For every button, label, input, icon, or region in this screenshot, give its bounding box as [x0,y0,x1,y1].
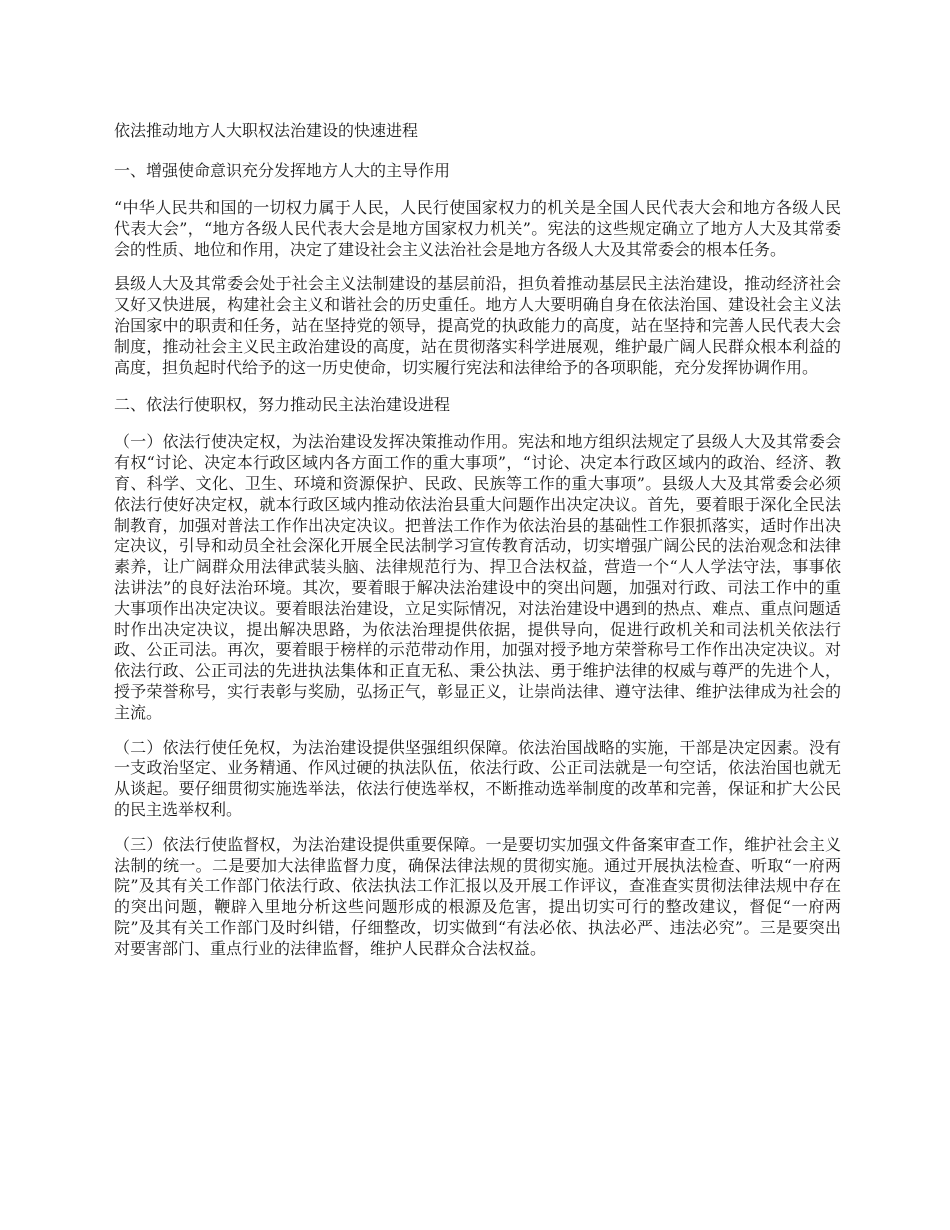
paragraph-4: （二）依法行使任免权，为法治建设提供坚强组织保障。依法治国战略的实施，干部是决定因素。没有一支政治坚定、业务精通、作风过硬的执法队伍，依法行政、公正司法就是一句空话，依法治国也就无从谈起。要仔细贯彻实施选举法，依法行使选举权，不断推动选举制度的改革和完善，保证和扩大公民的民主选举权利。 [114,737,841,819]
paragraph-3: （一）依法行使决定权，为法治建设发挥决策推动作用。宪法和地方组织法规定了县级人大及其常委会有权“讨论、决定本行政区域内各方面工作的重大事项”，“讨论、决定本行政区域内的政治、经济、教育、科学、文化、卫生、环境和资源保护、民政、民族等工作的重大事项”。县级人大及其常委会必须依法行使好决定权，就本行政区域内推动依法治县重大问题作出决定决议。首先，要着眼于深化全民法制教育，加强对普法工作作出决定决议。把普法工作作为依法治县的基础性工作狠抓落实，适时作出决定决议，引导和动员全社会深化开展全民法制学习宣传教育活动，切实增强广阔公民的法治观念和法律素养，让广阔群众用法律武装头脑、法律规范行为、捍卫合法权益，营造一个“人人学法守法，事事依法讲法”的良好法治环境。其次，要着眼于解决法治建设中的突出问题，加强对行政、司法工作中的重大事项作出决定决议。要着眼法治建设，立足实际情况，对法治建设中遇到的热点、难点、重点问题适时作出决定决议，提出解决思路，为依法治理提供依据，提供导向，促进行政机关和司法机关依法行政、公正司法。再次，要着眼于榜样的示范带动作用，加强对授予地方荣誉称号工作作出决定决议。对依法行政、公正司法的先进执法集体和正直无私、秉公执法、勇于维护法律的权威与尊严的先进个人，授予荣誉称号，实行表彰与奖励，弘扬正气，彰显正义，让崇尚法律、遵守法律、维护法律成为社会的主流。 [114,432,841,722]
paragraph-2: 县级人大及其常委会处于社会主义法制建设的基层前沿，担负着推动基层民主法治建设，推动经济社会又好又快进展，构建社会主义和谐社会的历史重任。地方人大要明确自身在依法治国、建设社会主义法治国家中的职责和任务，站在坚持党的领导，提高党的执政能力的高度，站在坚持和完善人民代表大会制度，推动社会主义民主政治建设的高度，站在贯彻落实科学进展观，维护最广阔人民群众根本利益的高度，担负起时代给予的这一历史使命，切实履行宪法和法律给予的各项职能，充分发挥协调作用。 [114,274,841,377]
document-title: 依法推动地方人大职权法治建设的快速进程 [114,121,419,140]
document-page [114,118,841,974]
section-heading-1: 一、增强使命意识充分发挥地方人大的主导作用 [114,161,451,180]
paragraph-1: “中华人民共和国的一切权力属于人民，人民行使国家权力的机关是全国人民代表大会和地方各级人民代表大会”，“地方各级人民代表大会是地方国家权力机关”。宪法的这些规定确立了地方人大及其常委会的性质、地位和作用，决定了建设社会主义法治社会是地方各级人大及其常委会的根本任务。 [114,198,841,259]
paragraph-5: （三）依法行使监督权，为法治建设提供重要保障。一是要切实加强文件备案审查工作，维护社会主义法制的统一。二是要加大法律监督力度，确保法律法规的贯彻实施。通过开展执法检查、听取“一府两院”及其有关工作部门依法行政、依法执法工作汇报以及开展工作评议，查准查实贯彻法律法规中存在的突出问题，鞭辟入里地分析这些问题形成的根源及危害，提出切实可行的整改建议，督促“一府两院”及其有关工作部门及时纠错，仔细整改，切实做到“有法必依、执法必严、违法必究”。三是要突出对要害部门、重点行业的法律监督，维护人民群众合法权益。 [114,834,841,958]
section-heading-2: 二、依法行使职权，努力推动民主法治建设进程 [114,395,451,415]
document-body [114,158,841,960]
